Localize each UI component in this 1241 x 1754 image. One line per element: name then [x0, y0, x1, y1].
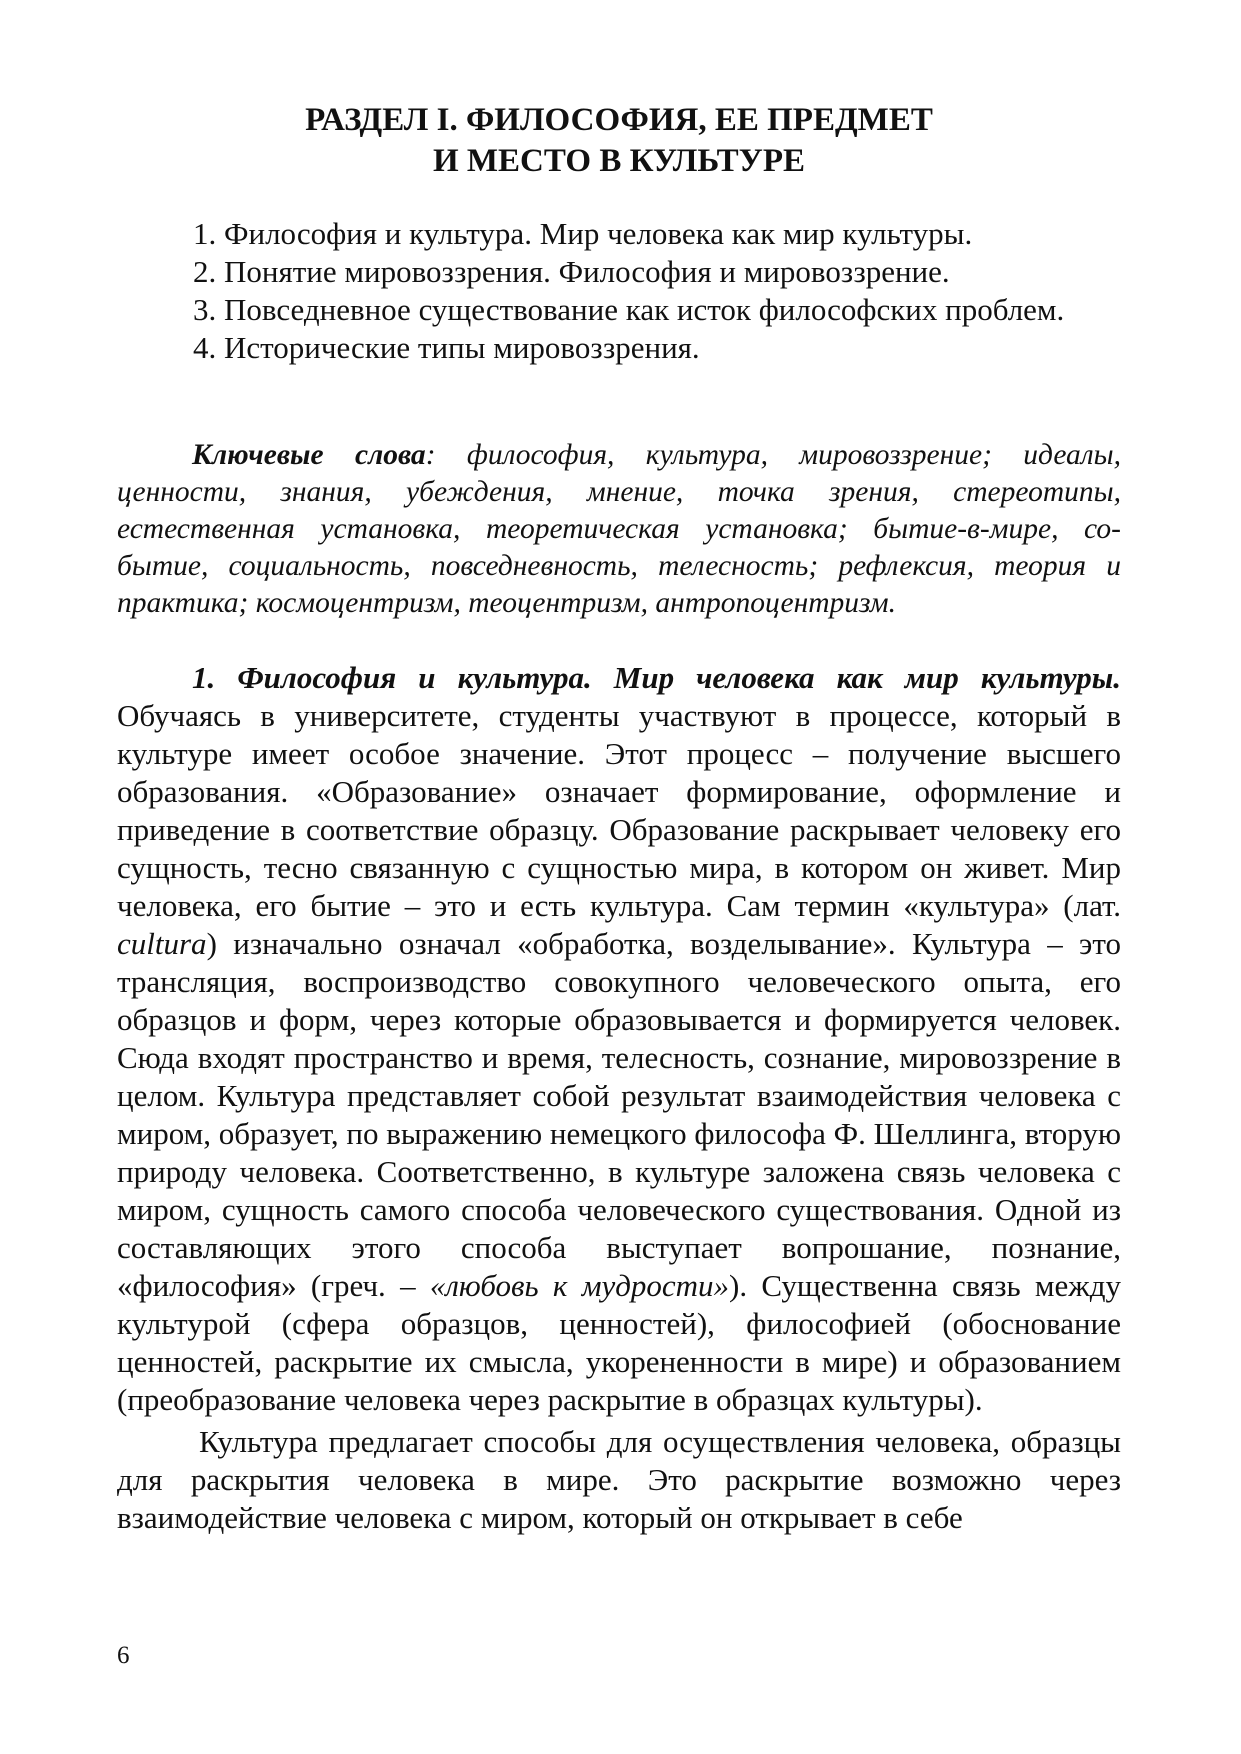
- topic-list: [193, 215, 1121, 367]
- paragraph-text: ). Существенна связь между культурой (сфера образцов, ценностей), философией (обоснование ценностей, раскрытие их смысла, укорененности в мире) и образованием (преобразование человека через раскрытие в образцах культуры).: [117, 1268, 1121, 1417]
- body-paragraph-2: Культура предлагает способы для осуществления человека, образцы для раскрытия человека в мире. Это раскрытие возможно через взаимодействие человека с миром, который он открывает в себе: [117, 1424, 1121, 1535]
- topic-item: 4. Исторические типы мировоззрения.: [193, 330, 700, 365]
- topic-item: 2. Понятие мировоззрения. Философия и мировоззрение.: [193, 254, 950, 289]
- keywords-colon: :: [425, 439, 467, 471]
- body-paragraph-1: [117, 659, 1121, 1419]
- keywords-text: философия, культура, мировоззрение; идеалы, ценности, знания, убеждения, мнение, точка зрения, стереотипы, естественная установка, теоретическая установка; бытие-в-мире, со-бытие, социальность, повседневность, телесность; рефлексия, теория и практика; космоцентризм, теоцентризм, антропоцентризм.: [117, 439, 1121, 619]
- latin-term: cultura: [117, 926, 207, 961]
- paragraph-text: Обучаясь в университете, студенты участвуют в процессе, который в культуре имеет особое значение. Этот процесс – получение высшего образования. «Образование» означает формирование, оформление и приведение в соответствие образцу. Образование раскрывает человеку его сущность, тесно связанную с сущностью мира, в котором он живет. Мир человека, его бытие – это и есть культура. Сам термин «культура» (лат.: [117, 698, 1121, 923]
- section-title: [117, 100, 1121, 182]
- page-number: 6: [117, 1642, 130, 1669]
- topic-item: 3. Повседневное существование как исток философских проблем.: [193, 292, 1065, 327]
- section-title-line-1: РАЗДЕЛ I. ФИЛОСОФИЯ, ЕЕ ПРЕДМЕТ: [305, 102, 933, 138]
- keywords-paragraph: [117, 437, 1121, 622]
- keywords-label: Ключевые слова: [192, 439, 426, 471]
- subsection-heading: 1. Философия и культура. Мир человека как мир культуры.: [192, 660, 1121, 695]
- greek-meaning: «любовь к мудрости»: [429, 1268, 730, 1303]
- paragraph-text: ) изначально означал «обработка, возделывание». Культура – это трансляция, воспроизводство совокупного человеческого опыта, его образцов и форм, через которые образовывается и формируется человек. Сюда входят пространство и время, телесность, сознание, мировоззрение в целом. Культура представляет собой результат взаимодействия человека с миром, образует, по выражению немецкого философа Ф. Шеллинга, вторую природу человека. Соответственно, в культуре заложена связь человека с миром, сущность самого способа человеческого существования. Одной из составляющих этого способа выступает вопрошание, познание, «философия» (греч. –: [117, 926, 1121, 1303]
- section-title-line-2: И МЕСТО В КУЛЬТУРЕ: [432, 143, 806, 179]
- topic-item: 1. Философия и культура. Мир человека как мир культуры.: [193, 216, 973, 251]
- document-page: [117, 100, 1121, 1537]
